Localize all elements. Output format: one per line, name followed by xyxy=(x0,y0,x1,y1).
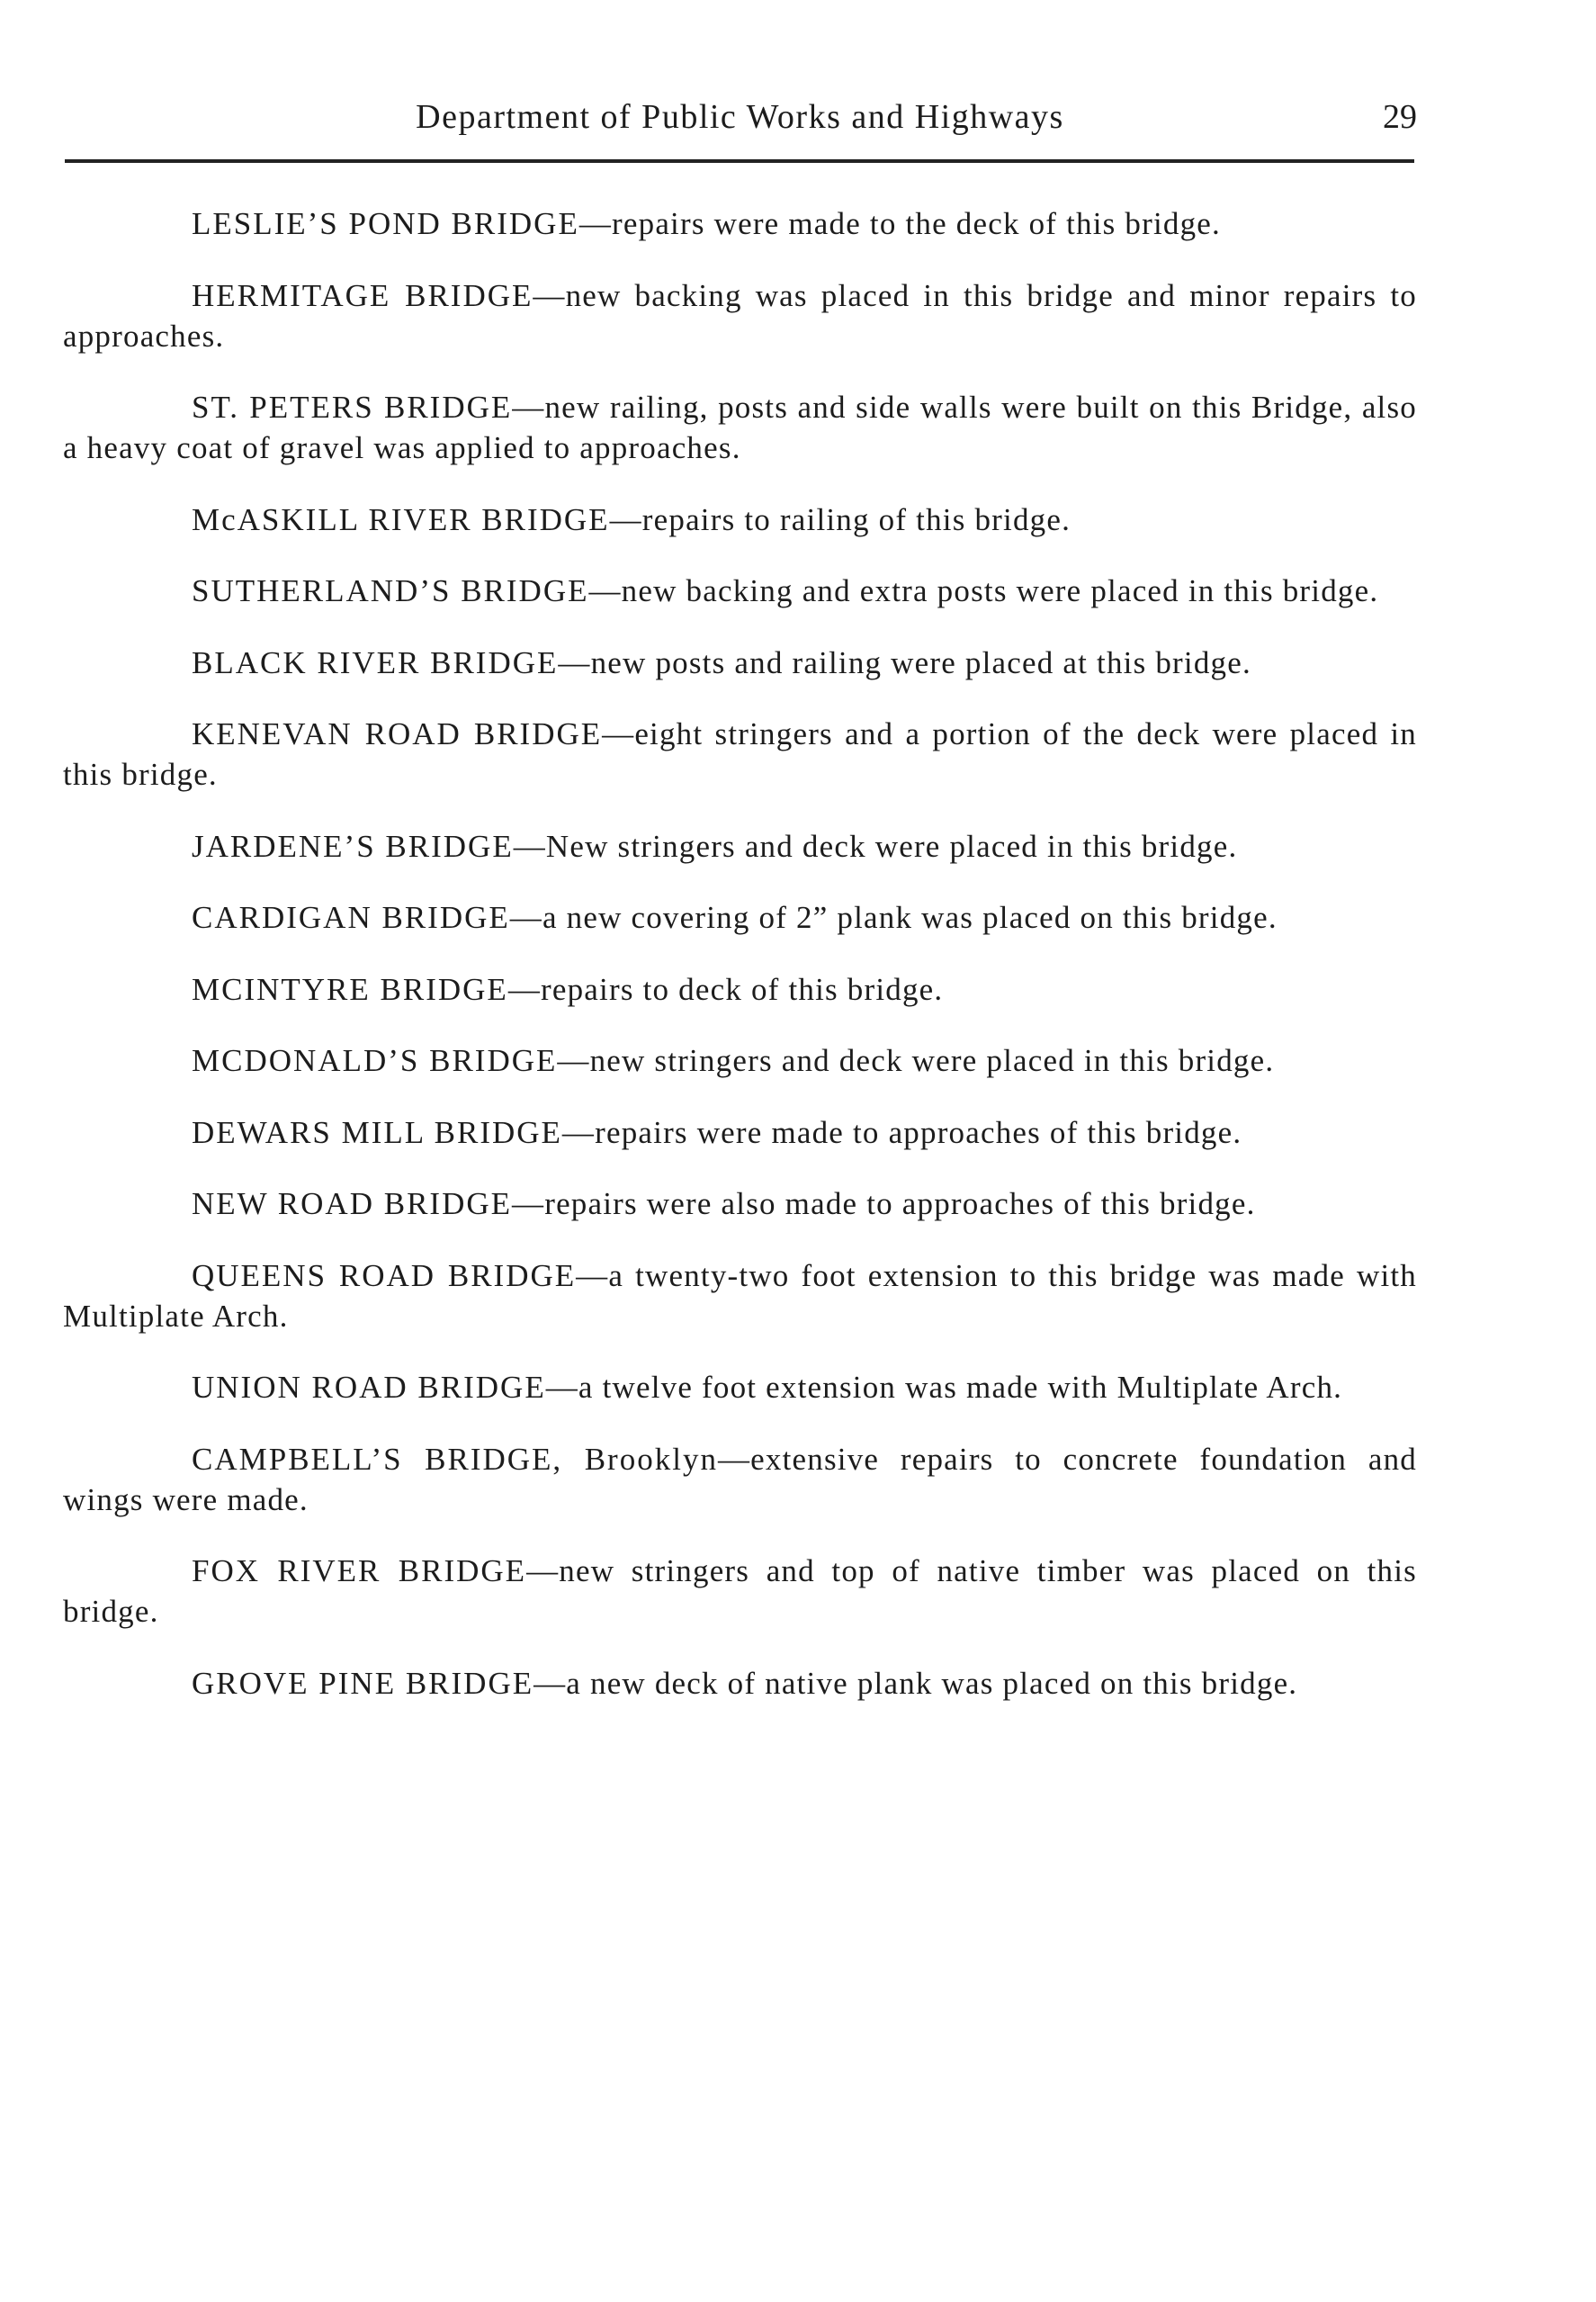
entry-name: DEWARS MILL BRIDGE xyxy=(192,1114,562,1150)
entry-name: JARDENE’S BRIDGE xyxy=(192,828,514,864)
entry-campbells-bridge xyxy=(63,1439,1417,1520)
entry-grove-pine-bridge xyxy=(63,1663,1417,1704)
entry-name: NEW ROAD BRIDGE xyxy=(192,1186,513,1221)
entry-name: CARDIGAN BRIDGE xyxy=(192,900,510,935)
entry-text: —repairs to railing of this bridge. xyxy=(609,501,1071,537)
entry-name: QUEENS ROAD BRIDGE xyxy=(192,1257,577,1293)
entry-cardigan-bridge xyxy=(63,897,1417,938)
entry-mcaskill-river-bridge xyxy=(63,499,1417,540)
entry-jardenes-bridge xyxy=(63,826,1417,867)
entry-text: —new railing, posts and side walls were built on this Bridge, also a heavy coat of gravel was applied to approaches. xyxy=(63,390,1418,465)
entry-name: HERMITAGE BRIDGE xyxy=(192,277,533,313)
entry-text: —new stringers and deck were placed in this bridge. xyxy=(557,1043,1275,1078)
entry-black-river-bridge xyxy=(63,643,1417,683)
entry-name: CAMPBELL’S BRIDGE, Brooklyn xyxy=(192,1441,718,1477)
entry-dewars-mill-bridge xyxy=(63,1112,1417,1153)
entry-sutherlands-bridge xyxy=(63,571,1417,611)
entry-name: SUTHERLAND’S BRIDGE xyxy=(192,573,589,608)
entry-text: —a twelve foot extension was made with Multiplate Arch. xyxy=(545,1370,1343,1405)
entry-queens-road-bridge xyxy=(63,1255,1417,1336)
entry-name: UNION ROAD BRIDGE xyxy=(192,1370,546,1405)
page-number: 29 xyxy=(1383,98,1417,136)
entry-name: McASKILL RIVER BRIDGE xyxy=(192,501,610,537)
entry-name: FOX RIVER BRIDGE xyxy=(192,1553,527,1588)
entry-leslies-pond-bridge xyxy=(63,203,1417,244)
bridge-repairs-list xyxy=(63,203,1417,1734)
entry-name: KENEVAN ROAD BRIDGE xyxy=(192,716,603,751)
entry-text: —new backing and extra posts were placed in this bridge. xyxy=(588,573,1379,608)
entry-name: MCINTYRE BRIDGE xyxy=(192,971,508,1007)
entry-text: —eight stringers and a portion of the deck were placed in this bridge. xyxy=(63,716,1417,792)
entry-text: —a twenty-two foot extension to this bridge was made with Multiplate Arch. xyxy=(63,1257,1418,1334)
entry-text: —a new deck of native plank was placed on this bridge. xyxy=(533,1665,1298,1701)
entry-text: —repairs were also made to approaches of this bridge. xyxy=(512,1186,1256,1221)
entry-name: ST. PETERS BRIDGE xyxy=(192,390,513,425)
entry-union-road-bridge xyxy=(63,1367,1417,1407)
entry-st-peters-bridge xyxy=(63,387,1417,468)
entry-text: —new posts and railing were placed at this bridge. xyxy=(558,644,1251,680)
entry-mcdonalds-bridge xyxy=(63,1040,1417,1081)
entry-mcintyre-bridge xyxy=(63,969,1417,1010)
header-rule xyxy=(65,159,1414,163)
entry-new-road-bridge xyxy=(63,1183,1417,1224)
entry-text: —extensive repairs to concrete foundation and wings were made. xyxy=(63,1441,1417,1517)
entry-text: —New stringers and deck were placed in this bridge. xyxy=(513,828,1238,864)
entry-kenevan-road-bridge xyxy=(63,714,1417,795)
entry-name: BLACK RIVER BRIDGE xyxy=(192,644,559,680)
entry-fox-river-bridge xyxy=(63,1551,1417,1632)
entry-text: —new backing was placed in this bridge and minor repairs to approaches. xyxy=(63,277,1417,354)
entry-name: LESLIE’S POND BRIDGE xyxy=(192,206,579,241)
entry-text: —repairs were made to approaches of this bridge. xyxy=(561,1114,1242,1150)
running-header-title: Department of Public Works and Highways xyxy=(416,98,1064,136)
entry-text: —new stringers and top of native timber was placed on this bridge. xyxy=(63,1553,1417,1629)
page-header xyxy=(63,90,1417,153)
entry-hermitage-bridge xyxy=(63,275,1417,356)
entry-text: —a new covering of 2” plank was placed on this bridge. xyxy=(509,900,1278,935)
entry-text: —repairs to deck of this bridge. xyxy=(507,971,944,1007)
entry-text: —repairs were made to the deck of this bridge. xyxy=(578,206,1221,241)
entry-name: MCDONALD’S BRIDGE xyxy=(192,1043,558,1078)
entry-name: GROVE PINE BRIDGE xyxy=(192,1665,534,1701)
